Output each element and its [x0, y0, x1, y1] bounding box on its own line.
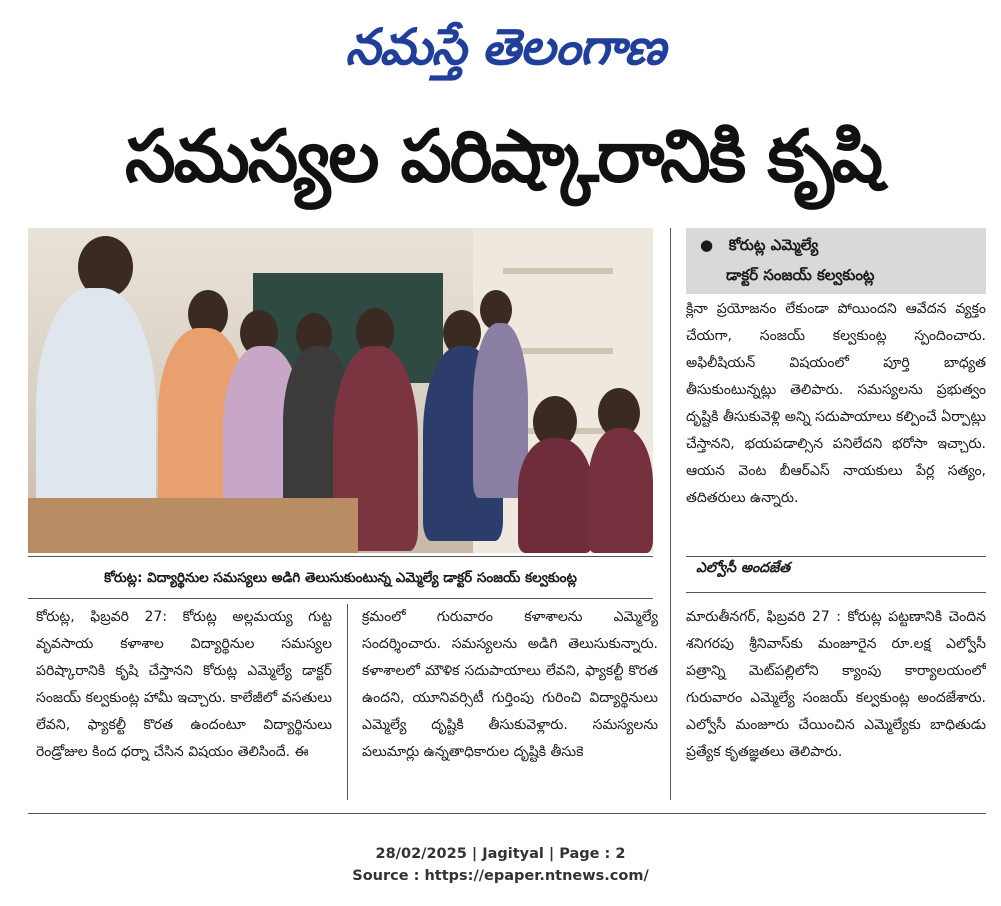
caption-rule-bottom: [28, 598, 653, 599]
bullet-icon: ●: [700, 236, 714, 254]
article-column-1: కోరుట్ల, ఫిబ్రవరి 27: కోరుట్ల అల్లమయ్య గుట్ట వృవసాయ కళాశాల విద్యార్థినుల సమస్యల పరిష్కారానికి కృషి చేస్తానని కోరుట్ల ఎమ్మెల్యే డాక్టర్ సంజయ్ కల్వకుంట్ల హామీ ఇచ్చారు. కాలేజీలో వసతులు లేవని, ఫ్యాకల్టీ కొరత ఉందంటూ విద్యార్థినులు రెండ్రోజుల కింద ధర్నా చేసిన విషయం తెలిసిందే. ఈ: [36, 609, 332, 760]
highlight-line-1: కోరుట్ల ఎమ్మెల్యే: [728, 236, 819, 254]
article-column-2: క్రమంలో గురువారం కళాశాలను ఎమ్మెల్యే సందర్శించారు. సమస్యలను అడిగి తెలుసుకున్నారు. కళాశాలలో మౌళిక సదుపాయాలు లేవని, ఫ్యాకల్టీ కొరత ఉందని, యూనివర్సిటీ గుర్తింపు గురించి విద్యార్థినులు ఎమ్మెల్యే దృష్టికి తీసుకువెళ్లారు. సమస్యలను పలుమార్లు ఉన్నతాధికారుల దృష్టికి తీసుకె: [362, 609, 658, 760]
highlight-box: [686, 228, 986, 294]
column-divider-2: [670, 228, 671, 800]
caption-rule-top: [28, 556, 653, 557]
byline-rule-top: [686, 556, 986, 557]
desk: [28, 498, 358, 553]
column-divider-1: [347, 604, 348, 800]
article-headline: సమస్యల పరిష్కారానికి కృషి: [124, 114, 882, 198]
footer-dateline: 28/02/2025 | Jagityal | Page : 2: [375, 846, 626, 862]
newspaper-masthead: నమస్తే తెలంగాణ: [345, 18, 665, 76]
sub-headline: ఎల్వోసీ అందజేత: [696, 560, 791, 576]
footer-rule: [28, 813, 986, 814]
highlight-line-2: డాక్టర్ సంజయ్ కల్వకుంట్ల: [726, 266, 875, 284]
article-column-3: మారుతీనగర్, ఫిబ్రవరి 27 : కోరుట్ల పట్టణానికి చెందిన శనిగరపు శ్రీనివాస్‌కు మంజూరైన రూ.లక్ష ఎల్వోసీ పత్రాన్ని మెట్‌పల్లిలోని క్యాంపు కార్యాలయంలో గురువారం ఎమ్మెల్యే సంజయ్ కల్వకుంట్ల అందజేశారు. ఎల్వోసీ మంజూరు చేయించిన ఎమ్మెల్యేకు బాధితుడు ప్రత్యేక కృతజ్ఞతలు తెలిపారు.: [686, 609, 986, 760]
byline-rule-bottom: [686, 592, 986, 593]
right-column-text: క్లినా ప్రయోజనం లేకుండా పోయిందని ఆవేదన వ్యక్తం చేయగా, సంజయ్ కల్వకుంట్ల స్పందించారు. అఫిలీషియన్ విషయంలో పూర్తి బాధ్యత తీసుకుంటున్నట్లు తెలిపారు. సమస్యలను ప్రభుత్వం దృష్టికి తీసుకువెళ్లి అన్ని సదుపాయాలు కల్పించే ఏర్పాట్లు చేస్తానని, భయపడాల్సిన పనిలేదని భరోసా ఇచ్చారు. ఆయన వెంట బీఆర్ఎస్ నాయకులు పేర్ల సత్యం, తదితరులు ఉన్నారు.: [686, 301, 986, 506]
article-photo: [28, 228, 653, 553]
photo-caption: కోరుట్ల: విద్యార్థినుల సమస్యలు అడిగి తెలుసుకుంటున్న ఎమ్మెల్యే డాక్టర్ సంజయ్ కల్వకుంట్ల: [104, 570, 577, 586]
footer-source: Source : https://epaper.ntnews.com/: [352, 868, 649, 884]
